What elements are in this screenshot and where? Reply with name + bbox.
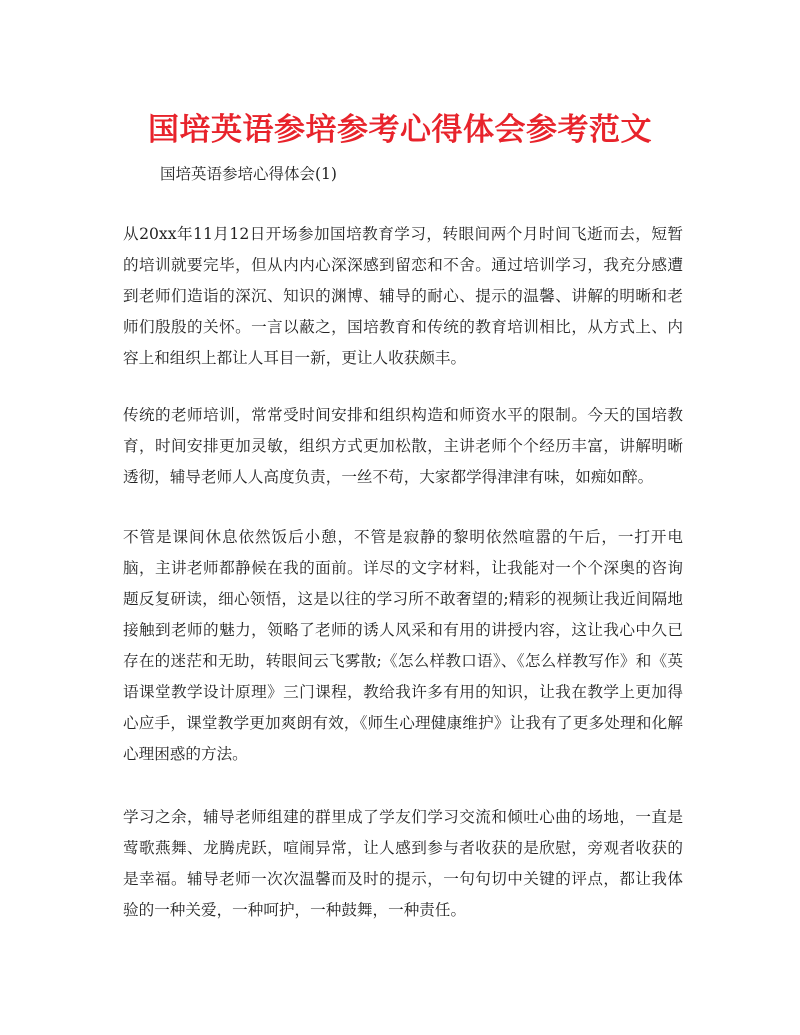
paragraph-1: 从20xx年11月12日开场参加国培教育学习，转眼间两个月时间飞逝而去，短暂的培训就要完毕，但从内内心深深感到留恋和不舍。通过培训学习，我充分感遭到老师们造诣的深沉、知识的渊博、辅导的耐心、提示的温馨、讲解的明晰和老师们殷殷的关怀。一言以蔽之，国培教育和传统的教育培训相比，从方式上、内容上和组织上都让人耳目一新，更让人收获颇丰。 xyxy=(123,225,683,367)
paragraph-3: 不管是课间休息依然饭后小憩，不管是寂静的黎明依然喧嚣的午后，一打开电脑，主讲老师都静候在我的面前。详尽的文字材料，让我能对一个个深奥的咨询题反复研读，细心领悟，这是以往的学习所不敢奢望的;精彩的视频让我近间隔地接触到老师的魅力，领略了老师的诱人风采和有用的讲授内容，这让我心中久已存在的迷茫和无助，转眼间云飞雾散;《怎么样教口语》、《怎么样教写作》和《英语课堂教学设计原理》三门课程，教给我许多有用的知识，让我在教学上更加得心应手，课堂教学更加爽朗有效，《师生心理健康维护》让我有了更多处理和化解心理困惑的方法。 xyxy=(123,528,683,763)
document-title: 国培英语参培参考心得体会参考范文 xyxy=(148,112,652,148)
document-subtitle: 国培英语参培心得体会(1) xyxy=(160,165,337,183)
paragraph-2: 传统的老师培训，常常受时间安排和组织构造和师资水平的限制。今天的国培教育，时间安排更加灵敏，组织方式更加松散，主讲老师个个经历丰富，讲解明晰透彻，辅导老师人人高度负责，一丝不苟，大家都学得津津有味，如痴如醉。 xyxy=(123,406,683,486)
paragraph-4: 学习之余，辅导老师组建的群里成了学友们学习交流和倾吐心曲的场地，一直是莺歌燕舞、龙腾虎跃，喧闹异常，让人感到参与者收获的是欣慰，旁观者收获的是幸福。辅导老师一次次温馨而及时的提示，一句句切中关键的评点，都让我体验的一种关爱，一种呵护，一种鼓舞，一种责任。 xyxy=(123,808,683,919)
